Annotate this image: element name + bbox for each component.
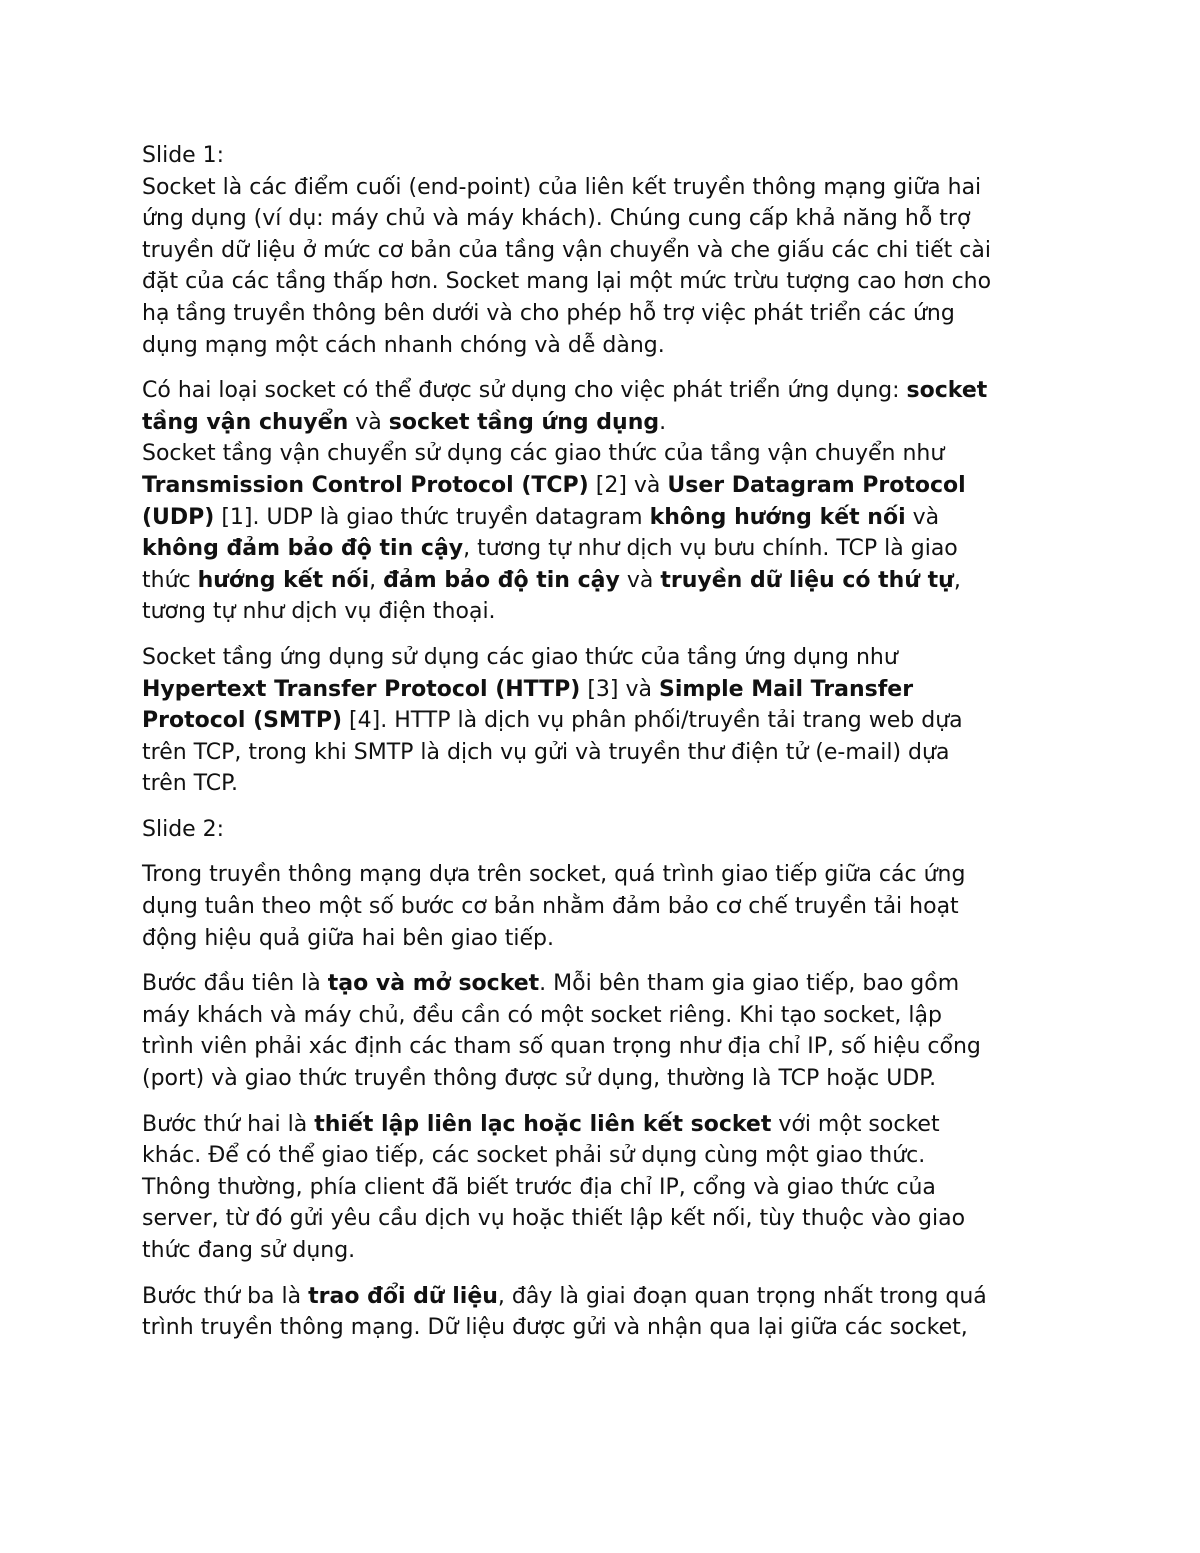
- text-run: .: [659, 409, 667, 435]
- bold-text: truyền dữ liệu có thứ tự: [660, 567, 954, 593]
- text-run: Slide 2:: [142, 816, 225, 842]
- text-run: . Mỗi bên tham gia giao tiếp, bao gồm: [539, 971, 960, 997]
- text-run: động hiệu quả giữa hai bên giao tiếp.: [142, 925, 554, 951]
- text-run: Socket là các điểm cuối (end-point) của liên kết truyền thông mạng giữa hai: [142, 174, 982, 200]
- text-run: thức đang sử dụng.: [142, 1238, 356, 1263]
- bold-text: Transmission Control Protocol (TCP): [142, 472, 589, 498]
- document-page: [142, 140, 1062, 1358]
- text-run: Socket tầng ứng dụng sử dụng các giao thức của tầng ứng dụng như: [142, 644, 898, 670]
- bold-text: hướng kết nối: [197, 567, 370, 593]
- text-run: server, từ đó gửi yêu cầu dịch vụ hoặc thiết lập kết nối, tùy thuộc vào giao: [142, 1206, 966, 1232]
- text-line: [142, 235, 1062, 267]
- text-line: [142, 1235, 1062, 1267]
- text-line: [142, 705, 1062, 737]
- text-line: [142, 1031, 1062, 1063]
- bold-text: Hypertext Transfer Protocol (HTTP): [142, 676, 581, 702]
- text-run: máy khách và máy chủ, đều cần có một socket riêng. Khi tạo socket, lập: [142, 1002, 942, 1028]
- text-line: [142, 1140, 1062, 1172]
- text-run: , tương tự như dịch vụ bưu chính. TCP là giao: [463, 536, 958, 562]
- text-line: [142, 1203, 1062, 1235]
- text-line: [142, 1000, 1062, 1032]
- text-run: [2] và: [588, 472, 668, 498]
- text-run: Thông thường, phía client đã biết trước địa chỉ IP, cổng và giao thức của: [142, 1174, 936, 1200]
- text-line: [142, 203, 1062, 235]
- bold-text: đảm bảo độ tin cậy: [383, 567, 620, 593]
- text-line: [142, 596, 1062, 628]
- text-line: [142, 737, 1062, 769]
- text-line: [142, 768, 1062, 800]
- paragraph: [142, 140, 1062, 361]
- paragraph: [142, 375, 1062, 628]
- text-line: [142, 923, 1062, 955]
- text-run: Có hai loại socket có thể được sử dụng cho việc phát triển ứng dụng:: [142, 378, 907, 404]
- text-line: [142, 438, 1062, 470]
- paragraph: [142, 814, 1062, 846]
- text-run: dụng tuân theo một số bước cơ bản nhằm đảm bảo cơ chế truyền tải hoạt: [142, 894, 959, 920]
- text-run: Bước thứ ba là: [142, 1283, 309, 1309]
- paragraph: [142, 1281, 1062, 1344]
- bold-text: trao đổi dữ liệu: [308, 1283, 498, 1309]
- text-line: [142, 968, 1062, 1000]
- text-line: [142, 502, 1062, 534]
- text-line: [142, 298, 1062, 330]
- bold-text: socket tầng ứng dụng: [388, 409, 660, 435]
- text-line: [142, 1172, 1062, 1204]
- text-run: Trong truyền thông mạng dựa trên socket, quá trình giao tiếp giữa các ứng: [142, 862, 966, 888]
- bold-text: (UDP): [142, 504, 215, 530]
- text-line: [142, 891, 1062, 923]
- text-line: [142, 407, 1062, 439]
- text-line: [142, 1109, 1062, 1141]
- text-run: ,: [369, 567, 384, 593]
- text-run: Bước thứ hai là: [142, 1111, 315, 1137]
- text-run: trình viên phải xác định các tham số quan trọng như địa chỉ IP, số hiệu cổng: [142, 1034, 981, 1060]
- text-run: ,: [953, 567, 961, 593]
- text-run: và: [348, 409, 389, 435]
- text-line: [142, 172, 1062, 204]
- bold-text: thiết lập liên lạc hoặc liên kết socket: [314, 1111, 772, 1137]
- paragraph: [142, 1109, 1062, 1267]
- bold-text: socket: [906, 378, 988, 404]
- bold-text: Simple Mail Transfer: [659, 676, 914, 702]
- text-line: [142, 814, 1062, 846]
- bold-text: tạo và mở socket: [327, 971, 540, 997]
- text-run: ứng dụng (ví dụ: máy chủ và máy khách). Chúng cung cấp khả năng hỗ trợ: [142, 206, 971, 232]
- text-run: Bước đầu tiên là: [142, 971, 328, 997]
- paragraph: [142, 968, 1062, 1094]
- text-line: [142, 1312, 1062, 1344]
- paragraph: [142, 642, 1062, 800]
- text-run: hạ tầng truyền thông bên dưới và cho phép hỗ trợ việc phát triển các ứng: [142, 300, 955, 326]
- paragraph: [142, 859, 1062, 954]
- text-line: [142, 674, 1062, 706]
- bold-text: không đảm bảo độ tin cậy: [142, 536, 464, 562]
- text-run: và: [905, 504, 940, 530]
- text-line: [142, 565, 1062, 597]
- text-line: [142, 1281, 1062, 1313]
- text-run: trên TCP.: [142, 771, 239, 797]
- text-run: [1]. UDP là giao thức truyền datagram: [214, 504, 650, 530]
- text-line: [142, 470, 1062, 502]
- text-line: [142, 266, 1062, 298]
- text-run: [4]. HTTP là dịch vụ phân phối/truyền tải trang web dựa: [342, 708, 963, 734]
- text-run: , đây là giai đoạn quan trọng nhất trong quá: [497, 1283, 987, 1309]
- text-run: và: [619, 567, 661, 593]
- text-run: (port) và giao thức truyền thông được sử dụng, thường là TCP hoặc UDP.: [142, 1066, 937, 1092]
- bold-text: không hướng kết nối: [649, 504, 906, 530]
- text-run: khác. Để có thể giao tiếp, các socket phải sử dụng cùng một giao thức.: [142, 1143, 926, 1169]
- text-run: truyền dữ liệu ở mức cơ bản của tầng vận chuyển và che giấu các chi tiết cài: [142, 237, 991, 263]
- text-line: [142, 1063, 1062, 1095]
- text-line: [142, 375, 1062, 407]
- text-run: trên TCP, trong khi SMTP là dịch vụ gửi và truyền thư điện tử (e-mail) dựa: [142, 739, 950, 765]
- bold-text: Protocol (SMTP): [142, 708, 343, 734]
- text-line: [142, 533, 1062, 565]
- text-run: Socket tầng vận chuyển sử dụng các giao thức của tầng vận chuyển như: [142, 441, 945, 467]
- text-run: với một socket: [771, 1111, 940, 1137]
- text-run: Slide 1:: [142, 143, 225, 168]
- text-run: tương tự như dịch vụ điện thoại.: [142, 599, 496, 625]
- text-run: thức: [142, 567, 198, 593]
- bold-text: User Datagram Protocol: [667, 472, 966, 498]
- text-line: [142, 859, 1062, 891]
- text-run: đặt của các tầng thấp hơn. Socket mang lại một mức trừu tượng cao hơn cho: [142, 269, 992, 295]
- text-line: [142, 140, 1062, 172]
- text-run: [3] và: [580, 676, 660, 702]
- bold-text: tầng vận chuyển: [142, 409, 349, 435]
- text-run: dụng mạng một cách nhanh chóng và dễ dàng.: [142, 332, 665, 358]
- text-run: trình truyền thông mạng. Dữ liệu được gửi và nhận qua lại giữa các socket,: [142, 1315, 968, 1341]
- text-line: [142, 330, 1062, 362]
- text-line: [142, 642, 1062, 674]
